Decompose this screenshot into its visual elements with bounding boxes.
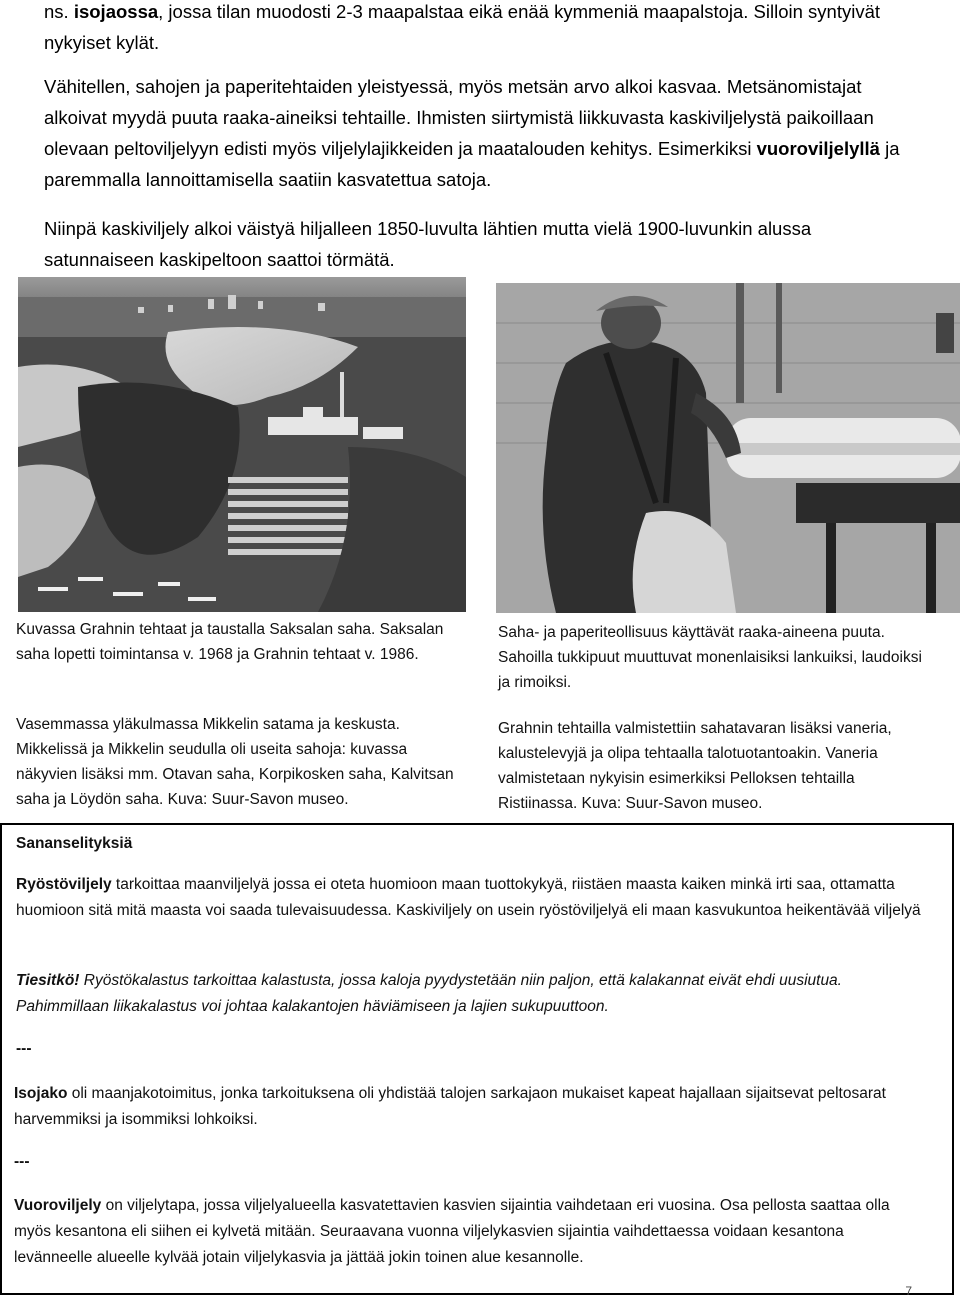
page-number: 7 [905, 1284, 912, 1298]
term-isojaossa: isojaossa [73, 1, 159, 22]
glossary-vuoroviljely: Vuoroviljely on viljelytapa, jossa viljelyalueella kasvatettavien kasvien sijaintia vaihdetaan eri vuosina. Osa pellosta saattaa olla myös kesantona eli siihen ei kylvetä mitään. Seuraavana vuonna viljelykasvien sijaintia vaihdettaessa voidaan kesantona levänneelle alueelle kylvää jotain viljelykasvia ja jättää jokin toinen alue kesannolle. [14, 1197, 890, 1266]
term-isojako: Isojako [14, 1085, 68, 1102]
separator-2: --- [14, 1153, 30, 1170]
intro-paragraph-2: Vähitellen, sahojen ja paperitehtaiden yleistyessä, myös metsän arvo alkoi kasvaa. Metsänomistajat alkoivat myydä puuta raaka-aineiksi tehtaille. Ihmisten siirtymistä liikkuvasta kaskiviljelystä paikoillaan olevaan peltoviljelyyn edisti myös viljelylajikkeiden ja maatalouden kehitys. Esimerkiksi vuoroviljelyllä ja paremmalla lannoittamisella saatiin kasvatettua satoja. [44, 76, 900, 190]
caption-right-2: Grahnin tehtailla valmistettiin sahatavaran lisäksi vaneria, kalustelevyjä ja olipa tehtaalla talotuotantoakin. Vaneria valmistetaan nykyisin esimerkiksi Pelloksen tehtailla Ristiinassa. Kuva: Suur-Savon museo. [498, 720, 892, 812]
term-vuoroviljelylla: vuoroviljelyllä [756, 138, 880, 159]
intro-paragraph-1: ns. isojaossa, jossa tilan muodosti 2-3 maapalstaa eikä enää kymmeniä maapalstoja. Silloin syntyivät nykyiset kylät. [44, 1, 881, 53]
term-vuoroviljely: Vuoroviljely [14, 1197, 102, 1214]
caption-left-1: Kuvassa Grahnin tehtaat ja taustalla Saksalan saha. Saksalan saha lopetti toimintansa v. 1968 ja Grahnin tehtaat v. 1986. [16, 621, 444, 663]
term-ryostoviljely: Ryöstöviljely [16, 876, 112, 893]
glossary-isojako: Isojako oli maanjakotoimitus, jonka tarkoituksena oli yhdistää talojen sarkajaon mukaiset kapeat hajallaan sijaitsevat peltosarat harvemmiksi ja isommiksi lohkoiksi. [14, 1085, 886, 1128]
glossary-title: Sananselityksiä [16, 835, 133, 852]
glossary-ryostoviljely: Ryöstöviljely tarkoittaa maanviljelyä jossa ei oteta huomioon maan tuottokykyä, riistäen maasta kaiken minkä irti saa, ottamatta huomioon sitä mitä maasta voi saada tulevaisuudessa. Kaskiviljely on usein ryöstöviljelyä eli maan kasvukuntoa heikentävää viljelyä [16, 876, 921, 919]
paper-machine-worker-photo [496, 283, 960, 613]
term-tiesitko: Tiesitkö! [16, 972, 80, 989]
caption-right-1: Saha- ja paperiteollisuus käyttävät raaka-aineena puuta. Sahoilla tukkipuut muuttuvat monenlaisiksi lankuiksi, laudoiksi ja rimoiksi. [498, 624, 922, 691]
separator-1: --- [16, 1040, 32, 1057]
caption-left-2: Vasemmassa yläkulmassa Mikkelin satama ja keskusta. Mikkelissä ja Mikkelin seudulla oli useita sahoja: kuvassa näkyvien lisäksi mm. Otavan saha, Korpikosken saha, Kalvitsan saha ja Löydön saha. Kuva: Suur-Savon museo. [16, 716, 454, 808]
aerial-factory-photo [18, 277, 466, 612]
glossary-tiesitko: Tiesitkö! Ryöstökalastus tarkoittaa kalastusta, jossa kaloja pyydystetään niin paljon, että kalakannat eivät ehdi uusiutua. Pahimmillaan liikakalastus voi johtaa kalakantojen häviämiseen ja lajien sukupuuttoon. [16, 972, 842, 1015]
intro-paragraph-3: Niinpä kaskiviljely alkoi väistyä hiljalleen 1850-luvulta lähtien mutta vielä 1900-luvunkin alussa satunnaiseen kaskipeltoon saattoi törmätä. [44, 218, 812, 270]
